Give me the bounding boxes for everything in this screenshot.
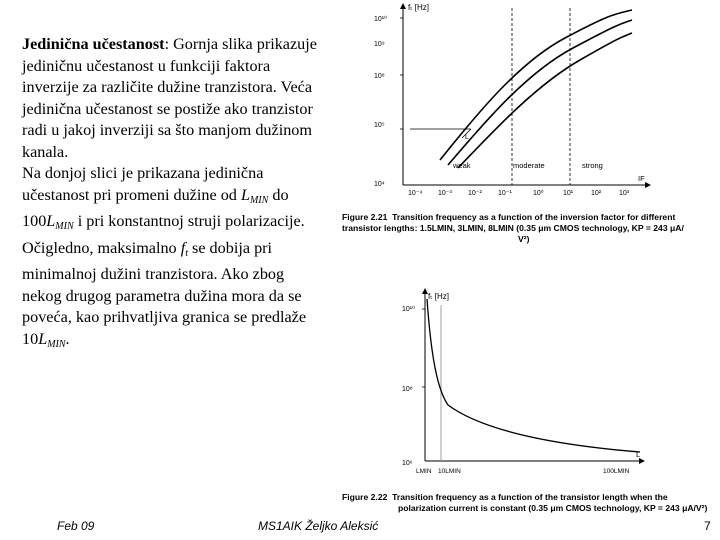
top-xtick: 10⁻⁴ [408, 190, 423, 197]
caption-bottom: Figure 2.22 Transition frequency as a function of the transistor length when the polarization current is constant (0.35 μm CMOS technology, KP = 243 μA/V²) [342, 492, 708, 513]
bottom-curve [427, 299, 640, 452]
bottom-xtick: 100LMIN [603, 468, 630, 475]
footer-date: Feb 09 [57, 519, 95, 533]
bottom-xlabel: L [636, 450, 641, 459]
top-ytick: 10¹⁰ [374, 16, 387, 23]
top-ylabel: fₜ [Hz] [408, 3, 430, 12]
body-text [22, 34, 322, 355]
top-xtick: 10⁰ [533, 190, 544, 197]
top-xtick: 10³ [619, 190, 630, 197]
top-xtick: 10² [591, 190, 602, 197]
top-xtick: 10⁻² [468, 190, 482, 197]
top-curve-label: L [465, 134, 469, 141]
top-ytick: 10⁵ [374, 122, 385, 129]
bottom-ytick: 10¹⁰ [402, 306, 415, 313]
paragraph-1: Jedinična učestanost: Gornja slika prikazuje jediničnu učestanost u funkciji faktora inverzije za različite dužine tranzistora. Veća jedinična učestanost se postiže ako tranzistor radi u jakoj inverziji sa što manjom dužinom kanala. [22, 35, 317, 161]
region-weak: weak [453, 161, 471, 170]
bottom-ytick: 10⁸ [402, 386, 413, 393]
bottom-xtick: LMIN [416, 468, 432, 475]
top-y-arrow [400, 3, 406, 9]
top-ytick: 10⁴ [374, 181, 385, 188]
top-xtick: 10⁻³ [438, 190, 452, 197]
bottom-ytick: 10⁶ [402, 460, 413, 467]
top-x-arrow [645, 182, 651, 188]
region-moderate: moderate [513, 161, 545, 170]
heading: Jedinična učestanost [22, 35, 165, 53]
figure-bottom [400, 285, 650, 480]
top-ytick: 10⁹ [374, 41, 385, 48]
series-line-8LMIN [458, 33, 632, 168]
top-xtick: 10¹ [563, 190, 574, 197]
page-number: 7 [704, 519, 711, 533]
footer-author: MS1AIK Željko Aleksić [258, 519, 379, 533]
top-xlabel: IF [638, 174, 645, 183]
top-ytick: 10⁸ [374, 73, 385, 80]
region-strong: strong [582, 161, 603, 170]
bottom-ylabel: fₜ [Hz] [428, 292, 450, 301]
top-xtick: 10⁻¹ [498, 190, 512, 197]
figure-top [370, 0, 700, 200]
series-line-3LMIN [448, 20, 632, 165]
paragraph-2: Na donjoj slici je prikazana jedinična učestanost pri promeni dužine od $L_{MIN}$ do $100L_{MIN}$ i pri konstantnoj struji polarizacije. Očigledno, maksimalno $f_t$ se dobija pri minimalnoj dužini tranzistora. Ako zbog nekog drugog parametra dužina mora da se poveća, kao prihvatljiva granica se predlaže $10L_{MIN}$. [22, 164, 307, 350]
bottom-xtick: 10LMIN [438, 468, 461, 475]
caption-top: Figure 2.21 Transition frequency as a function of the inversion factor for different transistor lengths: 1.5LMIN, 3LMIN, 8LMIN (0.35 μm CMOS technology, KP = 243 μA/ V²) [342, 212, 684, 244]
